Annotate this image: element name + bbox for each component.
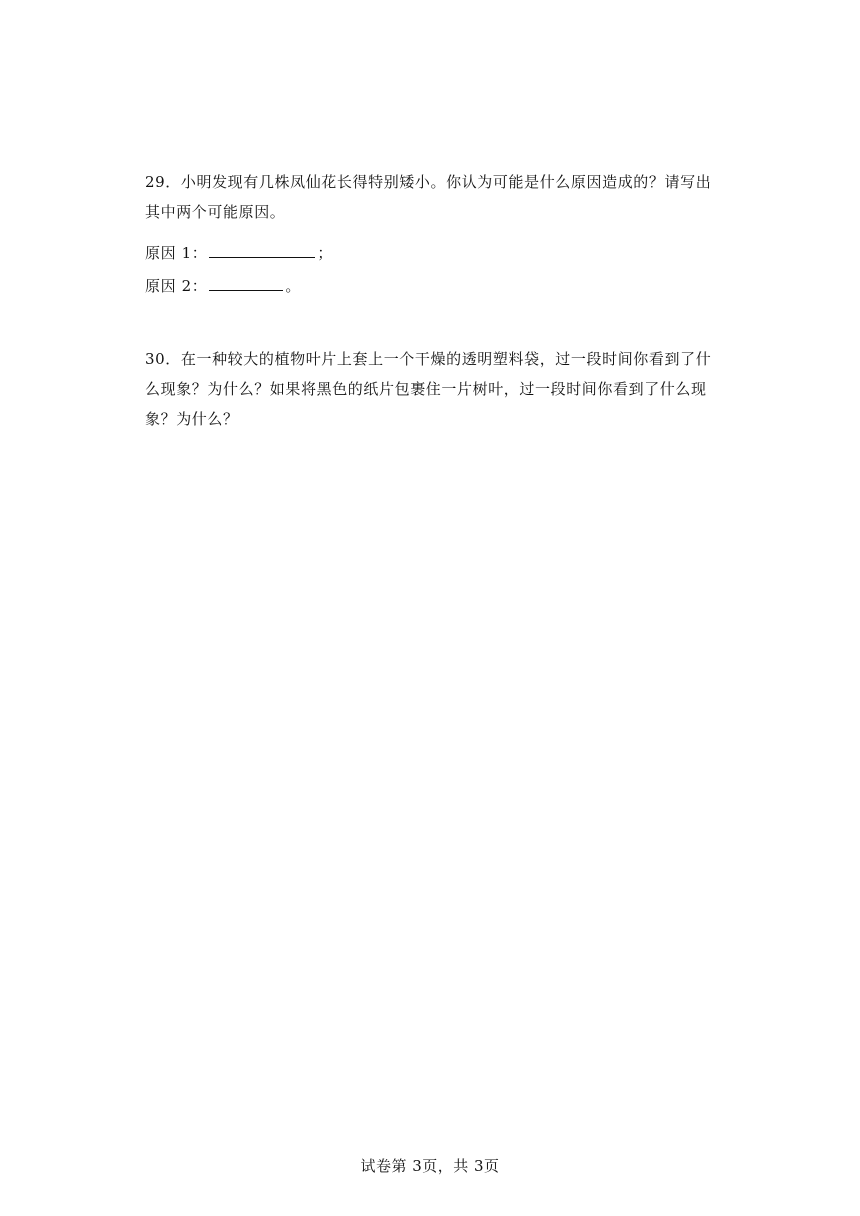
answer-line-reason-2 — [145, 271, 301, 301]
answer-end-punctuation-1: ； — [317, 244, 333, 262]
page-footer: 试卷第 3页，共 3页 — [360, 1157, 500, 1175]
answer-end-punctuation-2: 。 — [285, 277, 301, 295]
question-29-text: 29．小明发现有几株凤仙花长得特别矮小。你认为可能是什么原因造成的？请写出其中两个可能原因。 — [145, 173, 712, 221]
answer-line-reason-1 — [145, 238, 333, 268]
answer-blank-reason-2[interactable] — [209, 273, 283, 291]
answer-label-reason-1: 原因 1： — [145, 244, 208, 262]
question-30-text: 30．在一种较大的植物叶片上套上一个干燥的透明塑料袋，过一段时间你看到了什么现象？为什么？如果将黑色的纸片包裹住一片树叶，过一段时间你看到了什么现象？为什么？ — [145, 350, 712, 428]
answer-blank-reason-1[interactable] — [209, 240, 315, 258]
answer-label-reason-2: 原因 2： — [145, 277, 208, 295]
